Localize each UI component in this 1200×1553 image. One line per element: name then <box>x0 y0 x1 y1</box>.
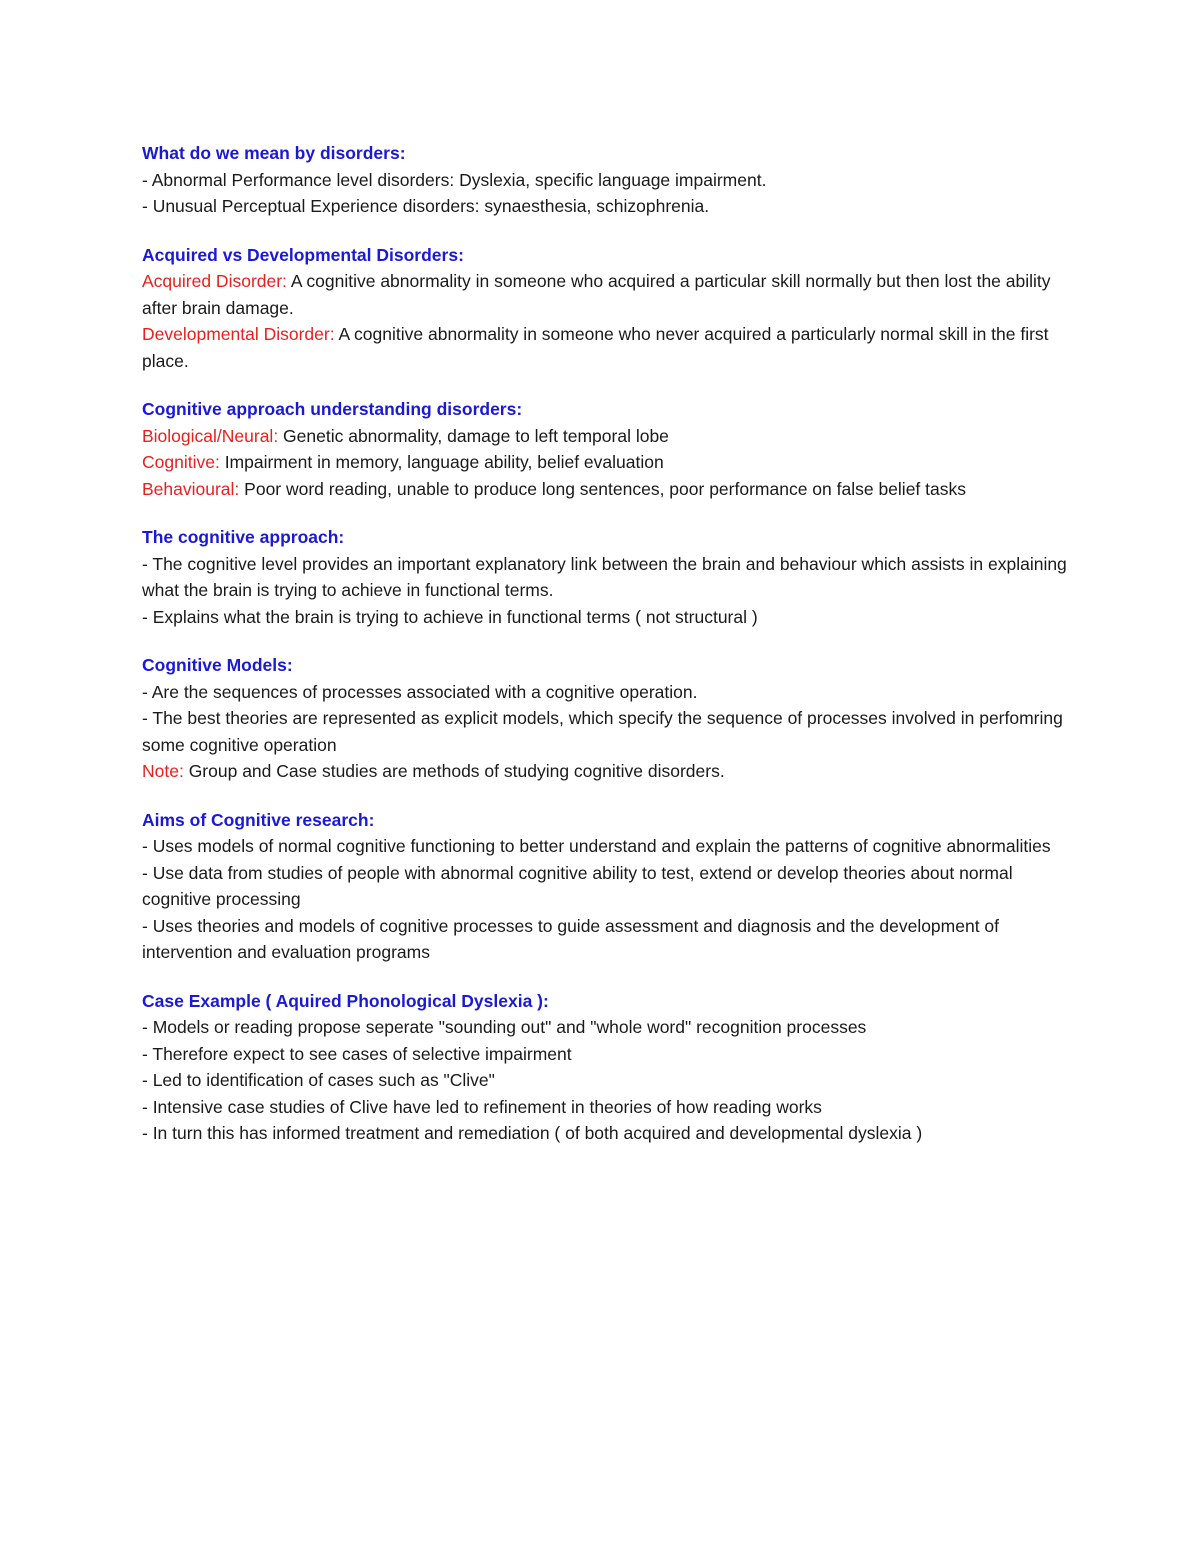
definition-text: A cognitive abnormality in someone who never acquired a particularly normal skill in the first place. <box>142 324 1049 371</box>
definition-term: Developmental Disorder: <box>142 324 335 344</box>
bullet-line: - Led to identification of cases such as "Clive" <box>142 1070 495 1090</box>
note-line <box>142 758 1072 785</box>
bullet-line: - Use data from studies of people with abnormal cognitive ability to test, extend or develop theories about normal cognitive processing <box>142 862 1013 909</box>
definition-text: Genetic abnormality, damage to left temporal lobe <box>278 425 669 446</box>
definition-text: A cognitive abnormality in someone who acquired a particular skill normally but then lost the ability after brain damage. <box>142 271 1051 318</box>
bullet-line: - The best theories are represented as explicit models, which specify the sequence of processes involved in perfomring some cognitive operation <box>142 708 1063 755</box>
bullet-line: - The cognitive level provides an important explanatory link between the brain and behaviour which assists in explaining what the brain is trying to achieve in functional terms. <box>142 553 1067 600</box>
definition-term: Behavioural: <box>142 478 240 499</box>
document-page <box>142 140 1072 1169</box>
section-heading: Cognitive approach understanding disorders: <box>142 399 523 419</box>
bullet-line: - Intensive case studies of Clive have led to refinement in theories of how reading works <box>142 1096 822 1117</box>
bullet-line: - Unusual Perceptual Experience disorders: synaesthesia, schizophrenia. <box>142 196 710 216</box>
bullet-line: - Uses models of normal cognitive functioning to better understand and explain the patterns of cognitive abnormalities <box>142 836 1051 856</box>
section-what-are-disorders <box>142 140 1072 220</box>
note-label: Note: <box>142 761 184 781</box>
section-case-example <box>142 988 1072 1147</box>
section-cognitive-approach-understanding <box>142 396 1072 502</box>
bullet-line: - Uses theories and models of cognitive processes to guide assessment and diagnosis and the development of intervention and evaluation programs <box>142 915 1000 962</box>
bullet-line: - Abnormal Performance level disorders: Dyslexia, specific language impairment. <box>142 169 767 190</box>
section-aims-of-research <box>142 807 1072 966</box>
section-cognitive-models <box>142 652 1072 785</box>
definition-text: Poor word reading, unable to produce long sentences, poor performance on false belief tasks <box>239 478 966 499</box>
definition-term: Acquired Disorder: <box>142 271 287 291</box>
bullet-line: - Explains what the brain is trying to achieve in functional terms ( not structural ) <box>142 606 758 627</box>
section-heading: Case Example ( Aquired Phonological Dyslexia ): <box>142 990 549 1011</box>
definition-line <box>142 268 1072 321</box>
note-text: Group and Case studies are methods of studying cognitive disorders. <box>183 761 725 781</box>
definition-line <box>142 449 1072 476</box>
definition-line <box>142 476 1072 503</box>
definition-term: Cognitive: <box>142 452 220 472</box>
section-heading: What do we mean by disorders: <box>142 143 406 163</box>
section-heading: Aims of Cognitive research: <box>142 809 375 830</box>
bullet-line: - Therefore expect to see cases of selective impairment <box>142 1043 572 1064</box>
bullet-line: - Models or reading propose seperate "sounding out" and "whole word" recognition processes <box>142 1017 867 1037</box>
definition-term: Biological/Neural: <box>142 425 279 446</box>
bullet-line: - Are the sequences of processes associated with a cognitive operation. <box>142 681 698 702</box>
bullet-line: - In turn this has informed treatment and remediation ( of both acquired and developmental dyslexia ) <box>142 1123 923 1143</box>
definition-line <box>142 423 1072 450</box>
section-heading: Cognitive Models: <box>142 655 293 675</box>
section-cognitive-approach <box>142 524 1072 630</box>
section-heading: The cognitive approach: <box>142 527 345 547</box>
section-acquired-vs-developmental <box>142 242 1072 375</box>
definition-line <box>142 321 1072 374</box>
section-heading: Acquired vs Developmental Disorders: <box>142 244 464 265</box>
definition-text: Impairment in memory, language ability, belief evaluation <box>219 452 664 472</box>
